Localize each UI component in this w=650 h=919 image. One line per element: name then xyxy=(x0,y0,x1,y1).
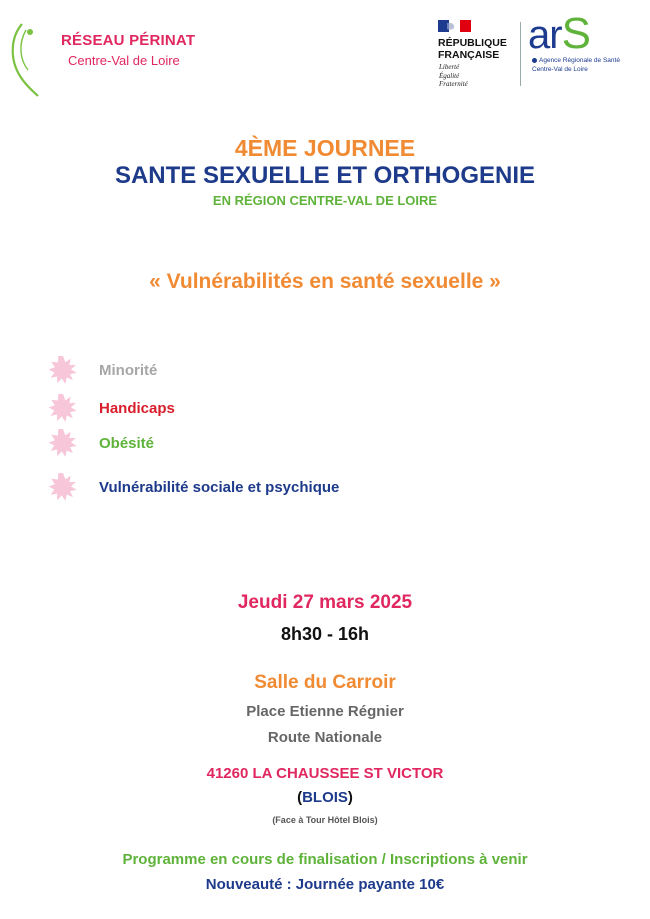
perinat-subtitle: Centre-Val de Loire xyxy=(68,53,180,68)
venue-address-line1: Place Etienne Régnier xyxy=(246,703,404,720)
ars-logo xyxy=(528,9,633,88)
venue-address-line2: Route Nationale xyxy=(267,729,383,746)
republique-francaise-logo xyxy=(438,20,518,90)
program-status: Programme en cours de finalisation / Inscriptions à venir xyxy=(122,851,528,868)
pink-star-icon xyxy=(48,393,78,423)
venue-city: 41260 LA CHAUSSEE ST VICTOR xyxy=(206,765,444,782)
rf-motto: Liberté Égalité Fraternité xyxy=(439,63,468,88)
event-theme: « Vulnérabilités en santé sexuelle » xyxy=(149,270,501,293)
pink-star-icon xyxy=(48,472,78,502)
reseau-perinat-logo xyxy=(8,20,198,98)
ars-dot-icon xyxy=(532,58,537,63)
pink-star-icon xyxy=(48,355,78,385)
perinat-swirl-icon xyxy=(8,20,58,98)
topic-label: Obésité xyxy=(99,435,155,452)
pink-star-icon xyxy=(48,428,78,458)
event-number: 4ÈME JOURNEE xyxy=(234,135,416,161)
event-topic: SANTE SEXUELLE ET ORTHOGENIE xyxy=(114,162,536,189)
venue-city-name: (BLOIS) xyxy=(297,789,353,806)
fee-notice: Nouveauté : Journée payante 10€ xyxy=(205,876,445,893)
topic-label: Handicaps xyxy=(99,400,175,417)
header-divider xyxy=(520,22,521,86)
ars-agency-label: Agence Régionale de Santé xyxy=(532,57,620,64)
topic-label: Minorité xyxy=(99,362,158,379)
event-date: Jeudi 27 mars 2025 xyxy=(237,592,413,613)
perinat-title: RÉSEAU PÉRINAT xyxy=(61,32,196,49)
ars-wordmark: arS xyxy=(528,9,590,58)
rf-name: RÉPUBLIQUE FRANÇAISE xyxy=(438,37,507,61)
topic-label: Vulnérabilité sociale et psychique xyxy=(99,479,340,496)
event-hours: 8h30 - 16h xyxy=(280,624,370,644)
event-region: EN RÉGION CENTRE-VAL DE LOIRE xyxy=(212,193,438,208)
ars-region-label: Centre-Val de Loire xyxy=(532,66,588,73)
venue-name: Salle du Carroir xyxy=(254,672,396,693)
marianne-flag-icon xyxy=(438,20,471,32)
venue-note: (Face à Tour Hôtel Blois) xyxy=(272,815,378,825)
